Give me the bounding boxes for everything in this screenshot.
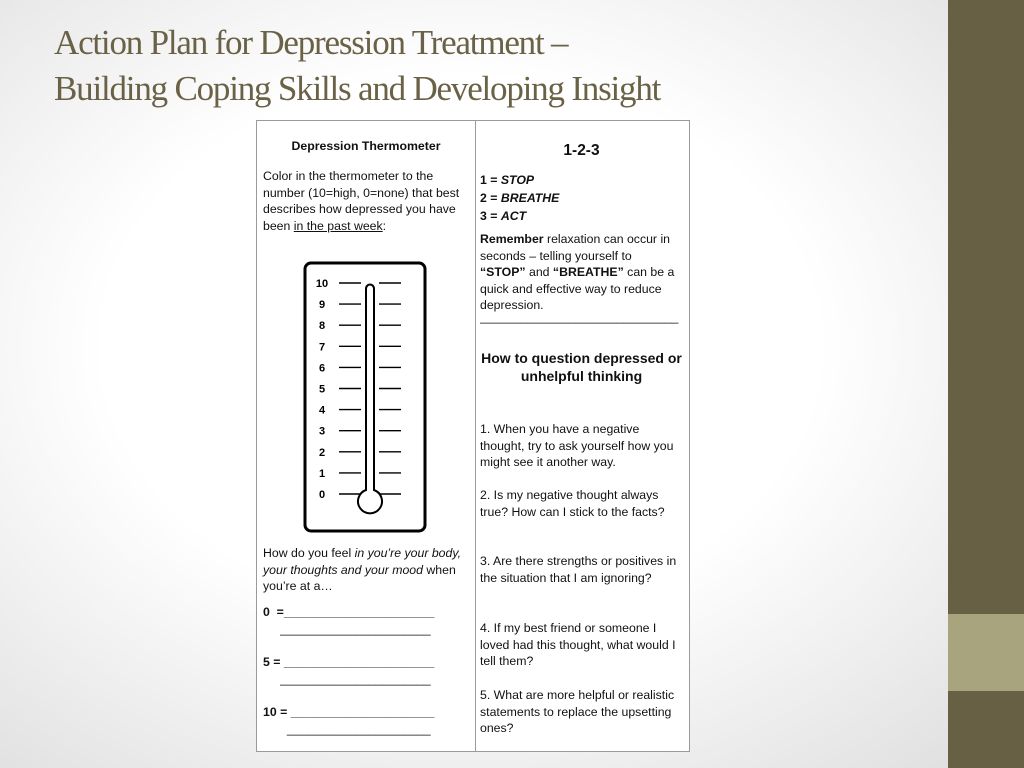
step-1: 1 = STOP xyxy=(480,173,535,187)
sidebar-decoration xyxy=(948,0,1024,768)
question-item-1: 1. When you have a negative thought, try to ask yourself how you might see it another way. xyxy=(480,422,674,469)
scale-label-10: 10 xyxy=(315,278,329,290)
scale-label-8: 8 xyxy=(318,320,326,333)
answer-line-10-cont[interactable]: _____________________ xyxy=(263,722,431,736)
question-item-2: 2. Is my negative thought always true? How can I stick to the facts? xyxy=(480,488,665,519)
scale-label-2: 2 xyxy=(318,446,326,459)
step-3: 3 = ACT xyxy=(480,209,527,223)
scale-label-5: 5 xyxy=(318,383,326,396)
question-item-3: 3. Are there strengths or positives in the situation that I am ignoring? xyxy=(480,554,677,585)
answer-line-10[interactable]: 10 = _____________________ xyxy=(263,705,435,719)
one-two-three-heading: 1-2-3 xyxy=(563,142,600,159)
instruction-text: Color in the thermometer to the number (10=high, 0=none) that best describes how depressed you have been xyxy=(263,169,460,233)
scale-label-6: 6 xyxy=(318,362,326,375)
column-divider xyxy=(475,121,476,751)
scale-label-3: 3 xyxy=(318,425,326,438)
question-italic: in you’re your body, your thoughts and your mood xyxy=(263,546,462,577)
thermometer-instructions xyxy=(263,168,469,234)
answer-line-5[interactable]: 5 = ______________________ xyxy=(263,655,435,669)
remember-note: Remember relaxation can occur in seconds – telling yourself to “STOP” and “BREATHE” can be a quick and effective way to reduce depression. xyxy=(480,232,675,312)
question-suffix: when you’re at a… xyxy=(263,562,456,593)
slide-title-line1: Action Plan for Depression Treatment – xyxy=(54,23,568,62)
sidebar-accent-block xyxy=(948,614,1024,691)
question-thinking-heading: How to question depressed or unhelpful thinking xyxy=(481,350,682,384)
thermometer-heading: Depression Thermometer xyxy=(291,139,441,153)
worksheet-card xyxy=(256,120,690,752)
instruction-underlined: in the past week xyxy=(293,218,383,233)
question-item-4: 4. If my best friend or someone I loved had this thought, what would I tell them? xyxy=(480,621,676,668)
scale-label-0: 0 xyxy=(318,489,326,501)
answer-line-5-cont[interactable]: ______________________ xyxy=(263,672,431,686)
slide-title xyxy=(54,20,934,112)
answer-line-0-cont[interactable]: ______________________ xyxy=(263,622,431,636)
feelings-question xyxy=(263,545,469,595)
steps-list xyxy=(480,171,683,225)
instruction-colon: : xyxy=(382,218,387,233)
question-text: How do you feel xyxy=(263,546,355,560)
scale-label-9: 9 xyxy=(318,299,326,312)
section-rule: _____________________________ xyxy=(480,310,679,324)
scale-label-4: 4 xyxy=(318,404,326,417)
slide-title-line2: Building Coping Skills and Developing Insight xyxy=(54,69,661,108)
scale-label-1: 1 xyxy=(318,467,326,480)
step-2: 2 = BREATHE xyxy=(480,191,560,205)
answer-line-0[interactable]: 0 =______________________ xyxy=(263,605,435,619)
thermometer-graphic xyxy=(303,261,429,533)
question-item-5: 5. What are more helpful or realistic statements to replace the upsetting ones? xyxy=(480,688,675,735)
scale-label-7: 7 xyxy=(318,341,326,354)
